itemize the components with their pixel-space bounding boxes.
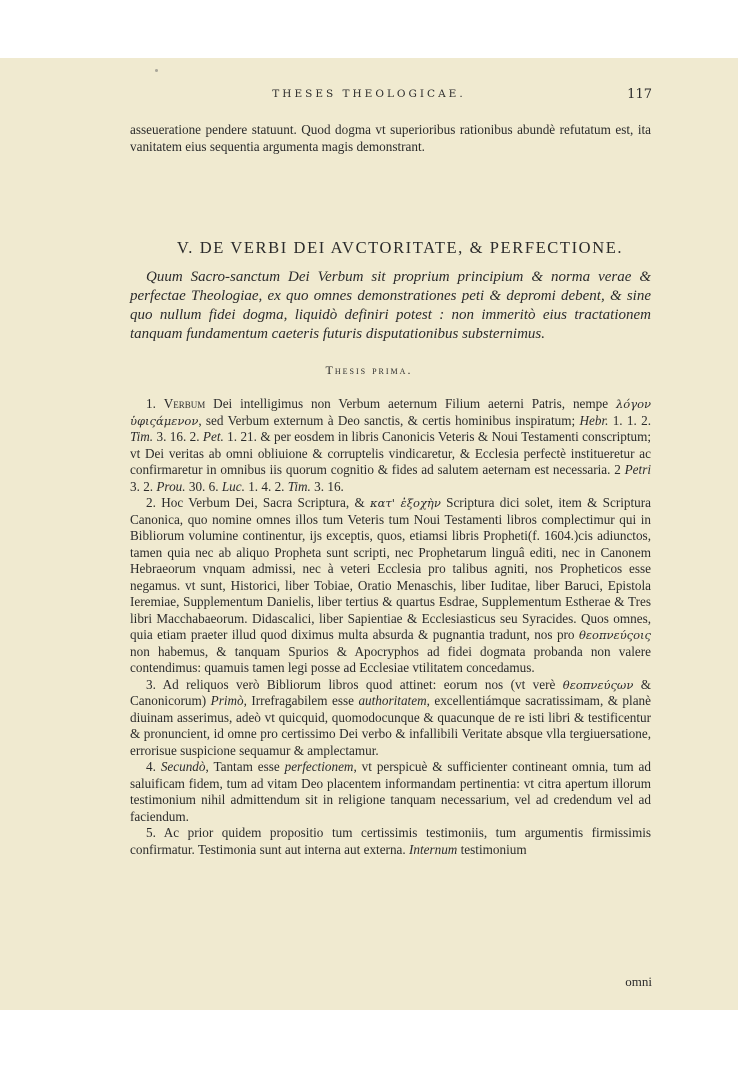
p4-b: Secundò <box>160 759 206 774</box>
paragraph-3 <box>130 677 651 760</box>
p1-g: 1. 1. 2. <box>608 412 651 428</box>
p1-m: 3. 2. <box>130 478 157 494</box>
p1-l: Petri <box>624 462 651 477</box>
p1-n: Prou. <box>156 478 186 494</box>
p5-c: testimonium <box>457 841 527 857</box>
thesis-heading-text: Thesis prima. <box>325 363 413 377</box>
p1-k: 1. 21. & per eosdem in libris Canonicis Veteris & Noui Testamenti conscriptum; vt Dei veritas ab omni obliuione & corruptelis vindicaretur, & Ecclesia perfectè institueretur ac confirmaretur in omnibus iis quorum cognitio & fides ad salutem aeternam est necessaria. 2 <box>130 429 652 477</box>
p5-b: Internum <box>408 841 458 857</box>
p3-e: , Irrefragabilem esse <box>243 693 359 708</box>
paragraph-5 <box>130 825 651 858</box>
p4-e: , vt perspicuè & sufficienter contineant omnia, tum ad saluificam fidem, tum ad vitam Deo placentem informandam pertinentia: vt citra apertum illorum testimonium nihil admittendum sit in religione tanquam necessarium, vel ad credendum vel ad faciendum. <box>130 759 652 824</box>
p1-o: 30. 6. <box>185 478 222 494</box>
p1-a: 1. <box>146 396 164 411</box>
p1-f: Hebr. <box>579 412 609 428</box>
p1-i: 3. 16. 2. <box>153 429 203 444</box>
running-head: THESES THEOLOGICAE. <box>272 88 466 100</box>
p2-b: κατ' ἐξοχὴν <box>370 496 441 510</box>
chapter-summary <box>130 268 651 344</box>
p3-b: θεοπνεύςων <box>562 677 634 692</box>
intro-text: asseueratione pendere statuunt. Quod dogma vt superioribus rationibus abundè refutatum est, ita vanitatem eius sequentia argumenta magis demonstrant. <box>130 122 651 154</box>
paragraph-1 <box>130 396 651 495</box>
catchword: omni <box>625 974 652 989</box>
p1-q: 1. 4. 2. <box>244 478 288 494</box>
p1-p: Luc. <box>221 478 245 494</box>
p3-f: authoritatem <box>358 693 427 708</box>
paragraph-4 <box>130 759 651 825</box>
summary-text: Quum Sacro-sanctum Dei Verbum sit proprium principium & norma verae & perfectae Theologiae, ex quo omnes demonstrationes peti & depromi debent, & sine quo nullum fidei dogma, liquidò definiri potest : non immeritò eius tractationem tanquam fundamentum caeteris futuris disputationibus substernimus. <box>130 269 651 342</box>
p3-c: & Canonicorum) <box>130 676 651 708</box>
p1-r: Tim. <box>287 478 311 494</box>
p4-a: 4. <box>146 759 161 774</box>
p5-a: 5. Ac prior quidem propositio tum certissimis testimoniis, tum argumentis firmissimis confirmatur. Testimonia sunt aut interna aut externa. <box>130 825 651 857</box>
p1-e: , sed Verbum externum à Deo sanctis, & certis hominibus inspiratum; <box>198 412 580 428</box>
book-page <box>0 58 738 1010</box>
p1-s: 3. 16. <box>310 478 344 494</box>
p1-b: Verbum <box>163 396 206 411</box>
paper-speck <box>155 69 158 72</box>
p2-e: non habemus, & tanquam Spurios & Apocryphos ad fidei dogmata probanda non valere contendimus: quamuis tamen legi posse ad Ecclesiae vtilitatem concedamus. <box>130 643 651 675</box>
p3-a: 3. Ad reliquos verò Bibliorum libros quod attinet: eorum nos (vt verè <box>146 676 563 692</box>
p3-d: Primò <box>210 693 244 708</box>
thesis-body <box>130 396 651 858</box>
p4-d: perfectionem <box>284 759 354 774</box>
chapter-heading: V. DE VERBI DEI AVCTORITATE, & PERFECTIONE. <box>176 238 624 257</box>
thesis-heading <box>0 363 738 378</box>
p1-h: Tim. <box>130 429 154 444</box>
p2-d: θεοπνεύςοις <box>578 628 651 642</box>
p2-a: 2. Hoc Verbum Dei, Sacra Scriptura, & <box>146 495 371 510</box>
p1-j: Pet. <box>202 429 224 444</box>
p3-g: , excellentiámque sacratissimam, & planè diuinam asserimus, adeò vt quicquid, quomodocunque & quacunque de re isti libri & testificentur & pronuncient, id omne pro certissimo Dei verbo & infallibili Veritate absque vlla tergiuersatione, errorisue suspicione sequamur & amplectamur. <box>130 693 651 758</box>
p2-c: Scriptura dici solet, item & Scriptura Canonica, quo nomine omnes illos tum Veteris tum Noui Testamenti libros complectimur qui in Bibliorum volumine continentur, ijs exceptis, quos, etiamsi libris Propheti(f. 1604.)cis adiunctos, tamen quia nec ab aliquo Propheta sunt scripti, nec Prophetarum linguâ editi, nec in Canonem Hebraeorum vnquam admissi, nec à veteri Ecclesia pro talibus agniti, nos Propheticos esse negamus. vt sunt, Historici, liber Tobiae, Oratio Menaschis, liber Iuditae, liber Baruci, Epistola Ieremiae, Supplementum Danielis, liber tertius & quartus Esdrae, Supplementum Estherae & Tres libri Macchabaeorum. Didascalici, liber Sapientiae & Ecclesiasticus seu Syracides. Quos omnes, quia etiam praeter illud quod diximus multa absurda & pugnantia tradunt, nos pro <box>130 495 652 642</box>
p1-c: Dei intelligimus non Verbum aeternum Filium aeterni Patris, nempe <box>205 396 616 411</box>
paragraph-2 <box>130 495 651 677</box>
page-number: 117 <box>627 87 652 102</box>
p4-c: , Tantam esse <box>205 759 285 774</box>
intro-paragraph <box>130 122 651 155</box>
p1-d: λόγον ὑφιςάμενον <box>130 397 651 428</box>
